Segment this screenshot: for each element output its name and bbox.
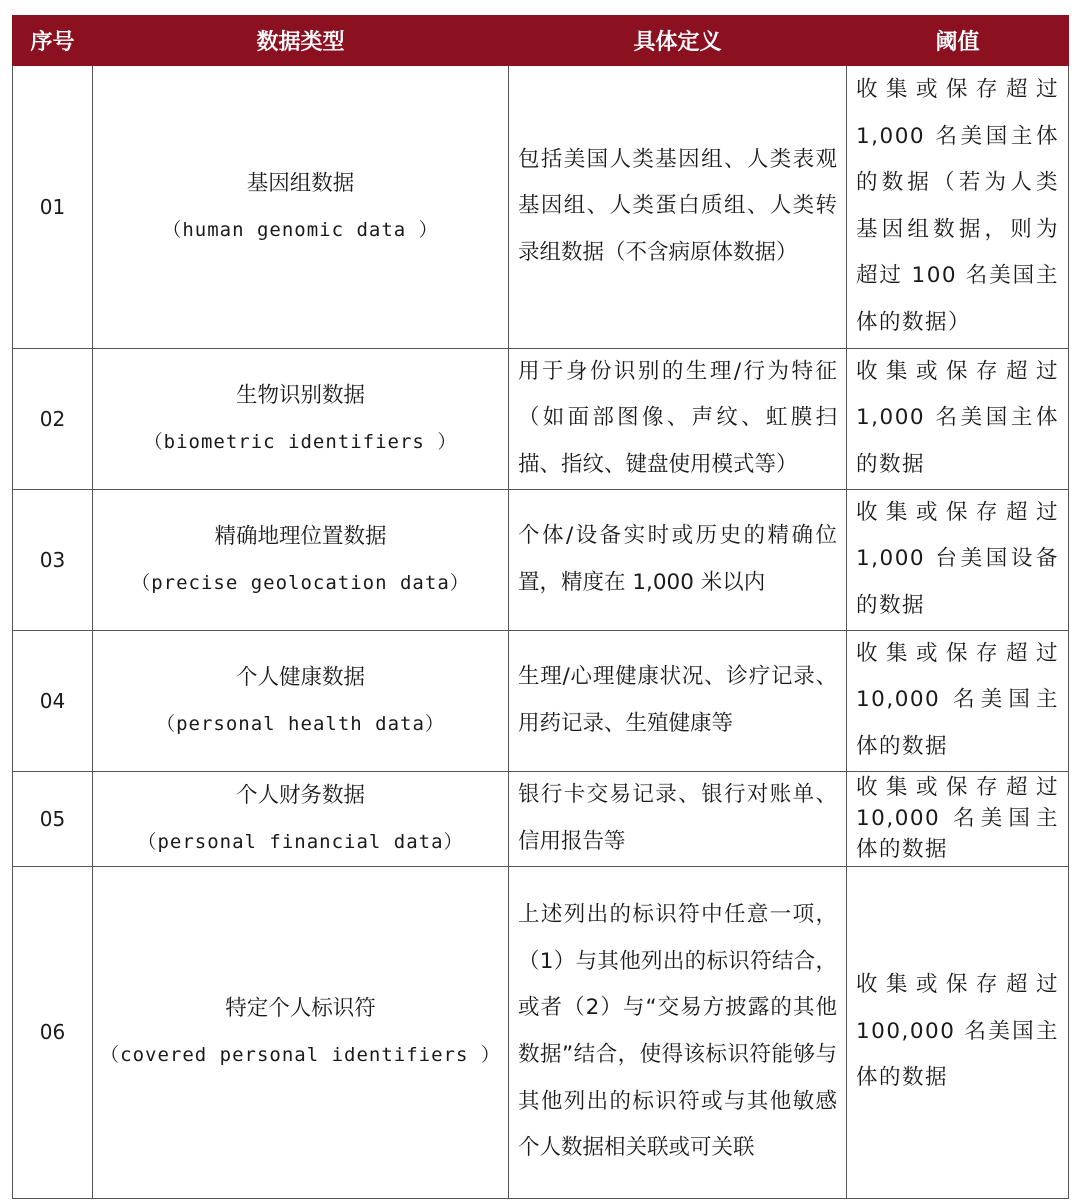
table-row (13, 65, 1069, 348)
data-type-zh: 特定个人标识符 (225, 996, 376, 1021)
row-number: 03 (13, 489, 93, 630)
data-type-en: （human genomic data ） (162, 218, 439, 241)
data-type-en: （personal financial data） (137, 830, 464, 853)
table-row (13, 348, 1069, 489)
row-data-type (93, 489, 509, 630)
data-type-en: （biometric identifiers ） (143, 430, 458, 453)
table-row (13, 866, 1069, 1198)
row-number: 01 (13, 65, 93, 348)
table-row (13, 771, 1069, 866)
data-type-en: （covered personal identifiers ） (100, 1044, 501, 1066)
table-row (13, 489, 1069, 630)
row-number: 05 (13, 771, 93, 866)
data-type-zh: 个人财务数据 (235, 782, 365, 808)
header-data-type: 数据类型 (93, 16, 509, 66)
data-threshold-table (12, 15, 1069, 1199)
row-threshold: 收集或保存超过1,000 台美国设备的数据 (847, 489, 1069, 630)
row-data-type (93, 630, 509, 771)
table-row (13, 630, 1069, 771)
header-threshold: 阈值 (847, 16, 1069, 66)
row-definition: 上述列出的标识符中任意一项，（1）与其他列出的标识符结合，或者（2）与“交易方披露的其他数据”结合，使得该标识符能够与其他列出的标识符或与其他敏感个人数据相关联或可关联 (509, 866, 847, 1198)
data-type-en: （personal health data） (156, 712, 445, 735)
row-threshold: 收集或保存超过1,000 名美国主体的数据 (847, 348, 1069, 489)
row-definition: 包括美国人类基因组、人类表观基因组、人类蛋白质组、人类转录组数据（不含病原体数据） (509, 65, 847, 348)
row-data-type (93, 65, 509, 348)
data-type-zh: 精确地理位置数据 (214, 523, 387, 549)
data-type-zh: 个人健康数据 (235, 664, 365, 690)
row-definition: 银行卡交易记录、银行对账单、信用报告等 (509, 771, 847, 866)
row-definition: 用于身份识别的生理/行为特征（如面部图像、声纹、虹膜扫描、指纹、键盘使用模式等） (509, 348, 847, 489)
row-data-type (93, 771, 509, 866)
header-number: 序号 (13, 16, 93, 66)
row-threshold: 收集或保存超过1,000 名美国主体的数据（若为人类基因组数据，则为超过 100 名美国主体的数据） (847, 65, 1069, 348)
row-definition: 个体/设备实时或历史的精确位置，精度在 1,000 米以内 (509, 489, 847, 630)
table-header-row (13, 16, 1069, 66)
row-data-type (93, 866, 509, 1198)
data-type-zh: 基因组数据 (246, 170, 355, 196)
row-definition: 生理/心理健康状况、诊疗记录、用药记录、生殖健康等 (509, 630, 847, 771)
header-definition: 具体定义 (509, 16, 847, 66)
row-threshold: 收集或保存超过10,000 名美国主体的数据 (847, 630, 1069, 771)
data-type-en: （precise geolocation data） (131, 571, 470, 594)
row-number: 04 (13, 630, 93, 771)
row-threshold: 收集或保存超过100,000 名美国主体的数据 (847, 866, 1069, 1198)
data-type-zh: 生物识别数据 (235, 382, 365, 408)
row-threshold: 收集或保存超过10,000 名美国主体的数据 (847, 771, 1069, 866)
row-number: 06 (13, 866, 93, 1198)
row-data-type (93, 348, 509, 489)
row-number: 02 (13, 348, 93, 489)
